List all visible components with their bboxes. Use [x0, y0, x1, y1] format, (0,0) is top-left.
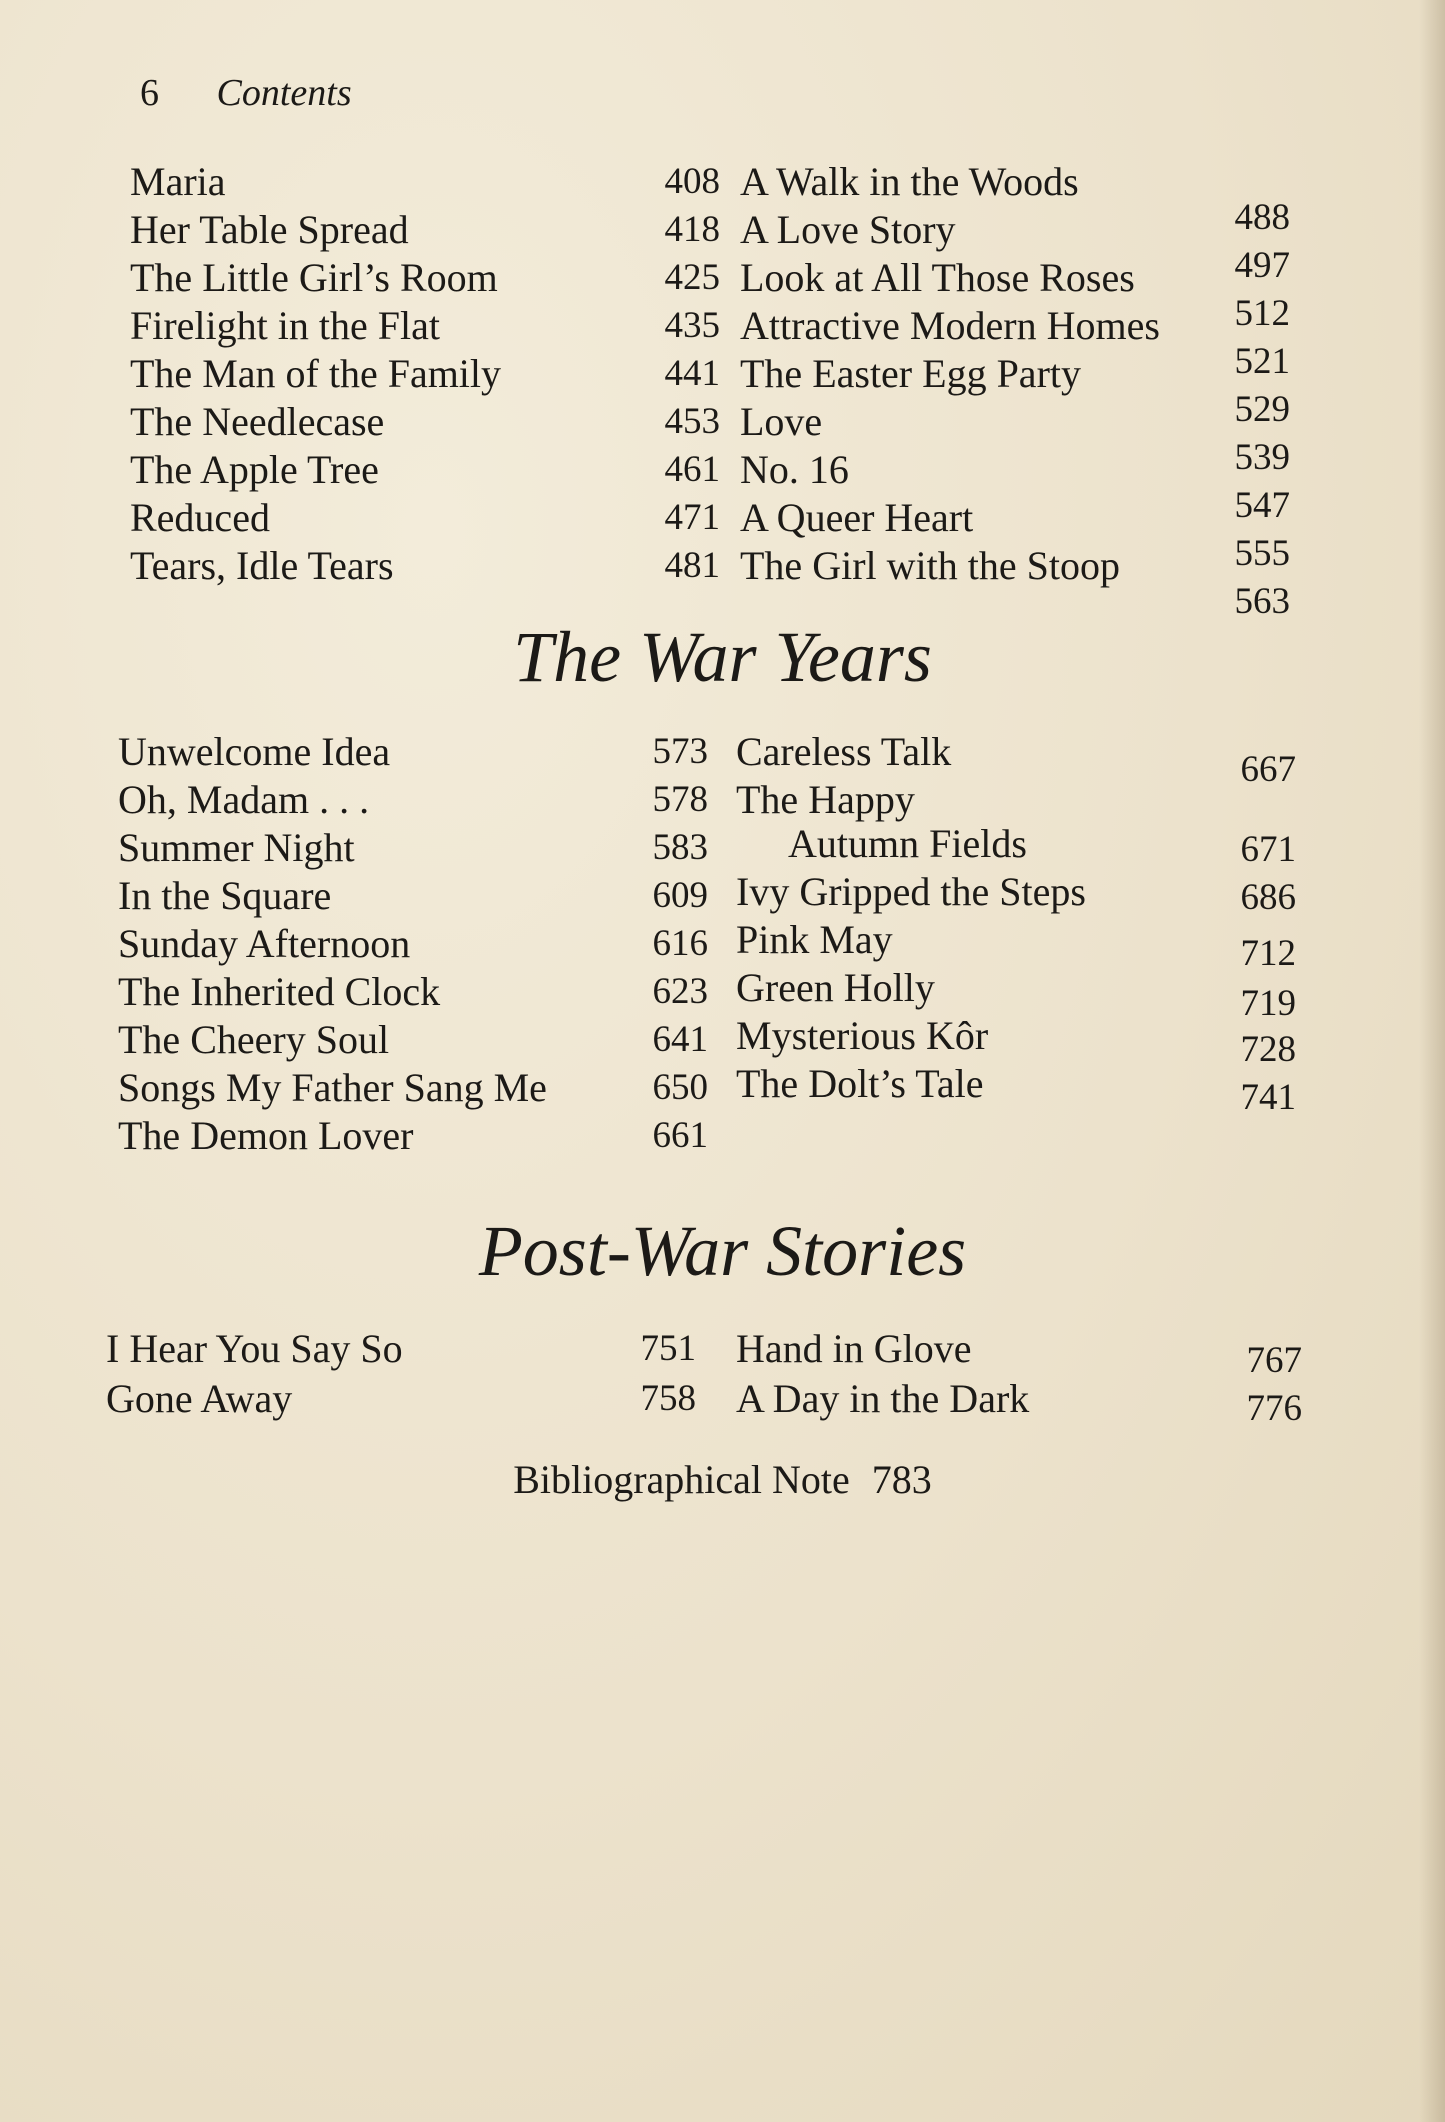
entry-title-continuation: Autumn Fields — [788, 821, 1027, 866]
entry-title: The Easter Egg Party — [740, 351, 1081, 396]
entry-page: 441 — [664, 353, 720, 394]
running-head — [140, 68, 352, 118]
entry-title: The Demon Lover — [118, 1113, 414, 1158]
entry-page: 529 — [1234, 389, 1290, 430]
entry-page: 425 — [664, 257, 720, 298]
page-number: 6 — [140, 72, 159, 114]
entry-page: 767 — [1246, 1340, 1302, 1381]
entry-title: Attractive Modern Homes — [740, 303, 1160, 348]
entry-page: 719 — [1240, 983, 1296, 1024]
entry-title: The Dolt’s Tale — [736, 1061, 984, 1106]
entry-page: 481 — [664, 545, 720, 586]
entry-title: The Man of the Family — [130, 351, 502, 396]
entry-page: 408 — [664, 161, 720, 202]
entry-page: 758 — [640, 1378, 696, 1419]
entry-page: 488 — [1234, 197, 1290, 238]
entry-title: Songs My Father Sang Me — [118, 1065, 547, 1110]
entry-title: The Little Girl’s Room — [130, 255, 498, 300]
entry-title: The Needlecase — [130, 399, 385, 444]
entry-title: Careless Talk — [736, 729, 952, 774]
entry-page: 512 — [1234, 293, 1290, 334]
section-heading-war-years: The War Years — [513, 617, 932, 697]
bibliographical-note-page: 783 — [871, 1457, 932, 1502]
running-head-title: Contents — [216, 72, 352, 114]
entry-page: 741 — [1240, 1077, 1296, 1118]
entry-title: I Hear You Say So — [106, 1326, 403, 1371]
entry-page: 453 — [664, 401, 720, 442]
entry-page: 583 — [652, 827, 708, 868]
entry-title: A Love Story — [740, 207, 956, 252]
entry-title: Her Table Spread — [130, 207, 409, 252]
entry-page: 609 — [652, 875, 708, 916]
entry-page: 521 — [1234, 341, 1290, 382]
entry-title: A Walk in the Woods — [740, 159, 1079, 204]
entry-title: The Happy — [736, 777, 915, 822]
entry-title: Firelight in the Flat — [130, 303, 440, 348]
entry-title: Tears, Idle Tears — [130, 543, 394, 588]
entry-title: Green Holly — [736, 965, 935, 1010]
bibliographical-note-label: Bibliographical Note — [513, 1457, 850, 1502]
entry-page: 641 — [652, 1019, 708, 1060]
entry-title: The Cheery Soul — [118, 1017, 390, 1062]
entry-title: Unwelcome Idea — [118, 729, 391, 774]
entry-title: Look at All Those Roses — [740, 255, 1135, 300]
entry-title: Hand in Glove — [736, 1326, 972, 1371]
entry-title: Summer Night — [118, 825, 355, 870]
bibliographical-note — [0, 1455, 1445, 1505]
entry-page: 461 — [664, 449, 720, 490]
entry-title: Reduced — [130, 495, 270, 540]
entry-title: A Queer Heart — [740, 495, 974, 540]
entry-page: 623 — [652, 971, 708, 1012]
entry-page: 686 — [1240, 877, 1296, 918]
entry-page: 661 — [652, 1115, 708, 1156]
entry-page: 563 — [1234, 581, 1290, 622]
entry-page: 667 — [1240, 749, 1296, 790]
entry-title: Oh, Madam . . . — [118, 777, 370, 822]
entry-page: 650 — [652, 1067, 708, 1108]
entry-title: The Girl with the Stoop — [740, 543, 1120, 588]
entry-page: 776 — [1246, 1388, 1302, 1429]
entry-page: 539 — [1234, 437, 1290, 478]
entry-title: Gone Away — [106, 1376, 293, 1421]
entry-title: The Inherited Clock — [118, 969, 441, 1014]
entry-title: The Apple Tree — [130, 447, 379, 492]
entry-title: Ivy Gripped the Steps — [736, 869, 1086, 914]
entry-page: 435 — [664, 305, 720, 346]
page-edge-shadow — [1419, 0, 1445, 2122]
entry-title: Maria — [130, 159, 226, 204]
entry-page: 547 — [1234, 485, 1290, 526]
entry-title: Mysterious Kôr — [736, 1013, 989, 1058]
section-heading-post-war-stories: Post-War Stories — [478, 1211, 967, 1291]
entry-page: 418 — [664, 209, 720, 250]
entry-title: Sunday Afternoon — [118, 921, 411, 966]
entry-page: 728 — [1240, 1029, 1296, 1070]
entry-page: 616 — [652, 923, 708, 964]
entry-page: 555 — [1234, 533, 1290, 574]
entry-page: 671 — [1240, 829, 1296, 870]
entry-page: 751 — [640, 1328, 696, 1369]
entry-page: 712 — [1240, 933, 1296, 974]
entry-page: 471 — [664, 497, 720, 538]
entry-title: Pink May — [736, 917, 893, 962]
entry-title: A Day in the Dark — [736, 1376, 1030, 1421]
entry-page: 497 — [1234, 245, 1290, 286]
entry-title: Love — [740, 399, 823, 444]
entry-page: 573 — [652, 731, 708, 772]
entry-title: No. 16 — [740, 447, 849, 492]
entry-title: In the Square — [118, 873, 332, 918]
entry-page: 578 — [652, 779, 708, 820]
